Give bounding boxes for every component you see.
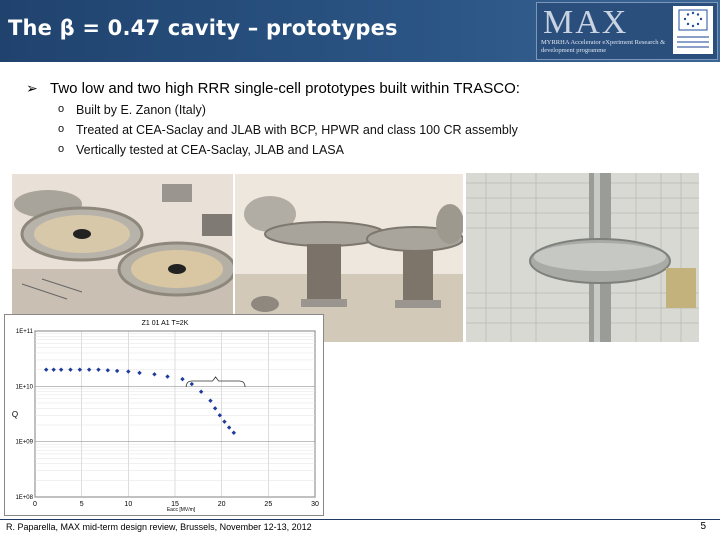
footer-citation: R. Paparella, MAX mid-term design review, Brussels, November 12-13, 2012 (6, 522, 312, 532)
chart-x-tick-label: 15 (171, 501, 179, 508)
slide-title: The β = 0.47 cavity – prototypes (8, 16, 398, 40)
photo-vertical-test (466, 173, 699, 342)
circle-bullet-icon: o (58, 103, 65, 115)
circle-bullet-icon: o (58, 123, 65, 135)
max-logo (536, 2, 718, 60)
sub-bullet-text: Built by E. Zanon (Italy) (76, 103, 206, 117)
footer-divider (0, 519, 720, 520)
arrow-bullet-icon: ➢ (26, 80, 38, 96)
chart-canvas (5, 315, 323, 515)
sub-bullet-text: Vertically tested at CEA-Saclay, JLAB and LASA (76, 143, 344, 157)
chart-y-tick-label: 1E+09 (15, 439, 33, 446)
photo-cavity-halfcells (12, 174, 233, 320)
max-logo-text: MAX (543, 4, 629, 41)
max-logo-subtext: MYRRHA Accelerator eXperiment Research & development programme (541, 39, 666, 54)
chart-y-tick-label: 1E+11 (15, 329, 33, 335)
sub-bullet-text: Treated at CEA-Saclay and JLAB with BCP, HPWR and class 100 CR assembly (76, 123, 518, 137)
slide-header (0, 0, 720, 62)
sub-bullet (58, 143, 706, 157)
chart-x-tick-label: 25 (264, 501, 273, 508)
chart-y-tick-label: 1E+10 (15, 384, 33, 391)
q-vs-eacc-chart (4, 314, 324, 516)
chart-x-tick-label: 30 (311, 501, 319, 508)
chart-x-tick-label: 10 (124, 501, 133, 508)
chart-x-tick-label: 20 (217, 501, 226, 508)
chart-x-axis-label: Eacc [MV/m] (166, 507, 196, 513)
sub-bullet (58, 123, 706, 137)
chart-title: Z1 01 A1 T=2K (141, 320, 189, 327)
chart-y-tick-label: 1E+08 (15, 495, 33, 501)
chart-x-tick-label: 0 (33, 501, 37, 508)
bullet-list (26, 80, 706, 157)
eu-flag-icon (673, 6, 713, 54)
main-bullet (26, 80, 706, 97)
main-bullet-text: Two low and two high RRR single-cell prototypes built within TRASCO: (50, 80, 520, 97)
chart-y-axis-label: Q (11, 410, 19, 419)
circle-bullet-icon: o (58, 143, 65, 155)
sub-bullet (58, 103, 706, 117)
page-number: 5 (700, 521, 706, 532)
chart-x-tick-label: 5 (79, 501, 84, 508)
